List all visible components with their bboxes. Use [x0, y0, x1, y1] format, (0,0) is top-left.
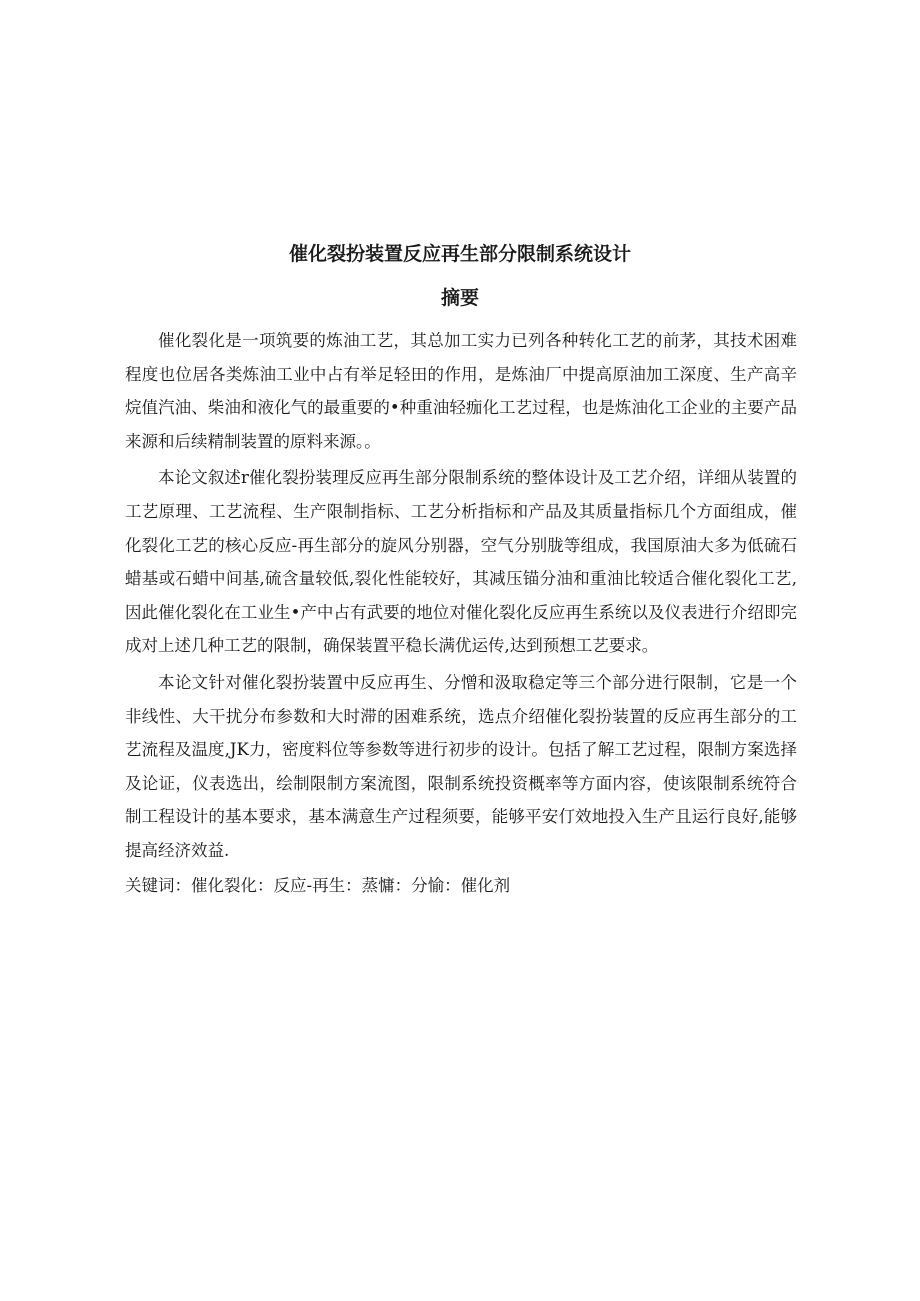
document-title: 催化裂扮装置反应再生部分限制系统设计 [288, 243, 631, 265]
abstract-paragraph-3: 本论文针对催化裂扮装置中反应再生、分憎和汲取稳定等三个部分进行限制，它是一个非线性、大干扰分布参数和大时滞的困难系统，选点介绍催化裂扮装置的反应再生部分的工艺流程及温度,JK力，密度料位等参数等进行初步的设计。包括了解工艺过程，限制方案选择及论证，仪表选出，绘制限制方案流图，限制系统投资概率等方面内容，使该限制系统符合制工程设计的基本要求，基本满意生产过程须要，能够平安仃效地投入生产且运行良好,能够提高经济效益. [125, 672, 797, 860]
abstract-body [125, 324, 797, 903]
keywords-line: 关键词：催化裂化：反应-再生：蒸慵：分愉：催化剂 [125, 875, 511, 895]
abstract-paragraph-2: 本论文叙述r催化裂扮装理反应再生部分限制系统的整体设计及工艺介绍，详细从装置的工艺原理、工艺流程、生产限制指标、工艺分析指标和产品及其质量指标几个方面组成，催化裂化工艺的核心反应-再生部分的旋风分别器，空气分别胧等组成，我国原油大多为低硫石蜡基或石蜡中间基,硫含量较低,裂化性能较好，其减压锚分油和重油比较适合催化裂化工艺,因此催化裂化在工业生•产中占有武要的地位对催化裂化反应再生系统以及仪表进行介绍即完成对上述几种工艺的限制，确保装置平稳长满优运传,达到预想工艺要求。 [125, 468, 797, 656]
abstract-heading: 摘要 [440, 287, 479, 309]
abstract-paragraph-1: 催化裂化是一项筑要的炼油工艺，其总加工实力已列各种转化工艺的前茅，其技术困难程度也位居各类炼油工业中占有举足轻田的作用，是炼油厂中提高原油加工深度、生产高辛烷值汽油、柴油和液化气的最重要的•种重油轻痂化工艺过程，也是炼油化工企业的主要产品来源和后续精制装置的原料来源。。 [125, 331, 797, 451]
